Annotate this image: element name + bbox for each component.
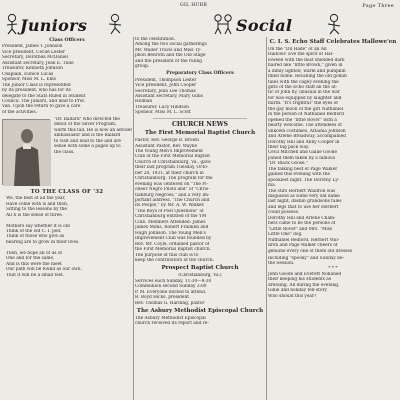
newspaper-title: GIL HUBB: [180, 3, 208, 8]
hallowe-en-heading: C. I. S. Echo Staff Celebrates Hallowe'en: [269, 39, 397, 45]
first-memorial-heading: The First Memorial Baptist Church: [144, 130, 256, 137]
cartoon-figure-social-icon: [322, 13, 346, 35]
column-rule: [266, 37, 267, 400]
prep-officers-list: President, Thompson Lester Vice president, John Cooper Secretary, Jean Lee Thomas Assistant secretary, Mary Gillis Holman Treasurer, Lucy Hindson Sponsor, Miss M. L. Scott: [135, 77, 203, 116]
juniors-heading: Juniors: [20, 16, 88, 35]
class-officers-list: President, James T. Johnson Vice president, Cecile Lester Secretary, Dorothea McDaniel Assistant secretary, Jean E. Tillie Treasurer, Kenneth Johnson Chaplain, Eunice Lucas Sponsor, Miss M. L. Ellis The Junior Class is represented by its president, who has for its delegate to the Stats Ruled in Student Council. The Juniors, and lead to Prof. Van. Upon the return to gave a care of the activities.: [2, 44, 86, 115]
prospect-church-heading: Prospect Baptist Church: [161, 265, 239, 272]
first-memorial-article: Pastor, Rev. George B. Brown Assistant Pastor, Rev. Wayne The Young Men's Improvement Club of the First Memorial Baptist Church of Christianburg, Va., gave their last program Tuesday, Octo- ber 20, 1931, at their church in Christianburg. The program for the evening was centered on "The Pi- oneer Negro Pilots and" of "Chris- tianburg Negroes," and a very im- portant address, "The Church and its People," by Mr. A. W. Walker. "The Boys of Post Questions" of Christianburg entitled of the YM Club. Members Attended: James James Mims, Robert Franklin and Hugh Johnson. The Young Men's Improvement Club was founded by Rev. Mr. Coyle, ordained pastor of the First Memorial Baptist church. The purpose of this club is to keep the contributors of the church.: [135, 138, 215, 264]
photo-caption: "Dr. Ballard" who directed the debut of the Silver Program, warm this fall. He is now an adviser ambassador and is the Ballard to visit and lead to the and are sense with some a pages up to the class.: [54, 116, 132, 155]
class-poem: We, the best of all the year, Have come with is and then, Sitting to the lessons by the All X is the sense of three. Mothers say whether it is old Think of the old C. I. pell. Think of those who give as hearing are to grow in their lives. Then, we hope all of us of One and for the same, And is this were the meet Our path will be found as our own. That it will be a small test.: [6, 196, 82, 278]
portrait-photo: [2, 119, 50, 185]
dancing-couple-icon: [210, 13, 236, 35]
asbury-church-heading: The Asbury Methodist Episcopal Church: [136, 307, 264, 314]
cartoon-figure-left-icon: [2, 13, 22, 35]
class-officers-heading: Class Officers: [49, 38, 85, 43]
column-middle: [135, 37, 265, 328]
page-number: Page Three: [362, 3, 394, 9]
running-header: [0, 3, 400, 11]
intro-paragraph: to the celebration. Among the two social gatherings Mr. Waller Travis and Miss Ty- phon Benroth and the Old Stage and the president of the ruling group.: [135, 37, 207, 70]
asbury-church-article: The Asbury Methodist Episcopal church received its report and re-: [135, 315, 209, 327]
social-heading: Social: [236, 16, 293, 35]
portrait-figure-icon: [3, 120, 51, 186]
prep-officers-heading: Preparatory Class Officers: [166, 71, 234, 77]
church-news-heading: CHURCH NEWS: [171, 120, 229, 128]
hallowe-en-continued: including "spooky" and Sunday be- the Session. * * * John Goode and Everett Nollaned their keeping his students as dressing. All during the evening, Gillie and holiday tell-story Who should this year?: [268, 255, 344, 299]
hallowe-en-article: On the "Dil Hade" of an All Hallows' Eve the spirit of Hal- loween with the mist shielded dark haired like "little Brown," given in a dimly lighted, warm and pumpkin filled home. Recalling the old goblin tales with the cagey evening the girls of the Echo staff an the at- tic of John fly, unusual in the war for was equipped by laughter and mirth. "It's frightful" the eyes of the gay moon of the girl Nathaniel in the person of Nathaniel Bedford opened the "little Rover" with a hearty welcome. The attendees of unkown costumes, Attaihia Johnson and Arlene Broadway, accompanied Dorothy Hill and Anny Cooper in their big pack way. Cecil Mitchell and Gallie Goode joined them taken by a famous "Dr. Black Goose." The talking best of Page Walker gained this evening with the spookiest night. The Dorothy Ly- ma. The stirs Herbert Waldron was disguised as some very old dame last night, dashin grandsons tales and legs that to use her Herbert could possess. Dorothy Hill and Arlene Cham- bers came to be the persons of "Little Rover" and Mrs. "Miss Little One" dog. Nathaniel Bedford, Herbert Wal- dron and Page Walker cheers of genuine every one of them old dresses: [268, 46, 353, 254]
column-juniors: [2, 37, 132, 278]
section-divider: [153, 118, 247, 119]
cartoon-figure-right-icon: [104, 13, 126, 35]
column-rule: [133, 37, 134, 400]
prospect-church-article: (Christianburg, Va.) Services each Sunday, 11:30—8:30 Communion second Sunday 3:00 P. M. Everyone invited to attend. B. Boyd Hicks, president Rev. Thomas G. Harding, pastor: [135, 273, 222, 306]
masthead: [0, 13, 400, 35]
poem-heading: TO THE CLASS OF '32: [30, 188, 104, 195]
column-social: [268, 37, 398, 301]
